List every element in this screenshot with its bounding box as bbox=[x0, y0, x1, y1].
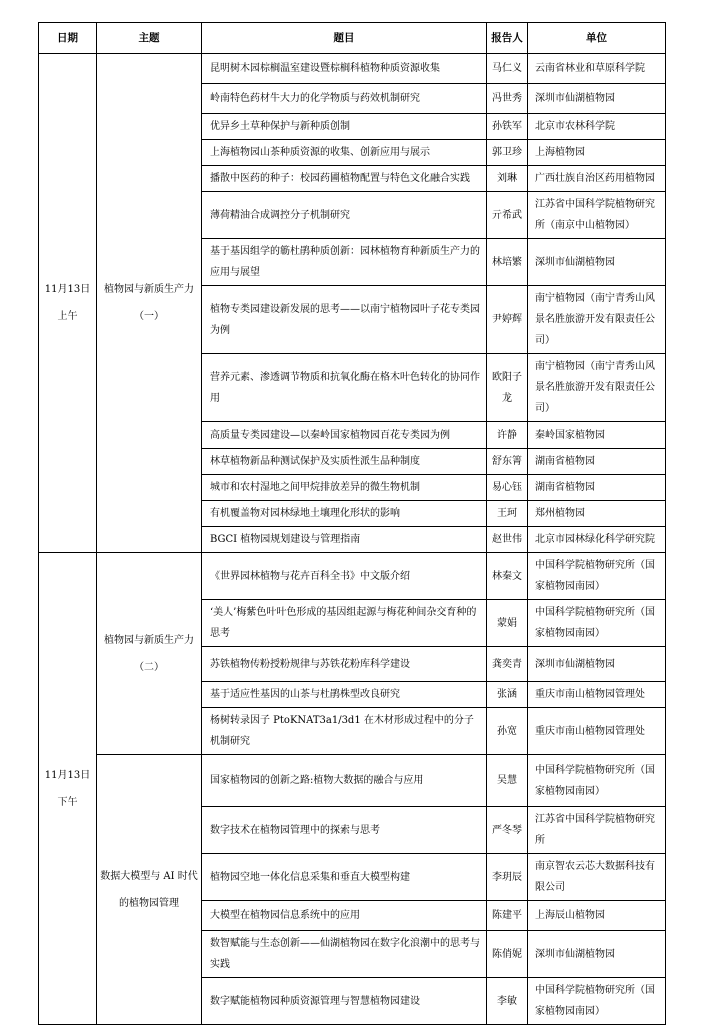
speaker-cell: 易心钰 bbox=[487, 475, 528, 501]
organization-cell: 北京市农林科学院 bbox=[528, 114, 666, 140]
table-header-row bbox=[39, 23, 666, 54]
talk-title-cell: 昆明树木园棕榈温室建设暨棕榈科植物种质资源收集 bbox=[202, 54, 487, 84]
talk-title-cell: 优异乡土草种保护与新种质创制 bbox=[202, 114, 487, 140]
organization-cell: 上海植物园 bbox=[528, 140, 666, 166]
theme-cell bbox=[97, 54, 202, 553]
agenda-table bbox=[38, 22, 666, 1025]
talk-title-cell: 有机覆盖物对园林绿地土壤理化形状的影响 bbox=[202, 501, 487, 527]
speaker-cell: 陈建平 bbox=[487, 901, 528, 931]
theme-cell bbox=[97, 553, 202, 755]
theme-cell bbox=[97, 755, 202, 1025]
speaker-cell: 尹婷辉 bbox=[487, 286, 528, 354]
speaker-cell: 舒东箐 bbox=[487, 449, 528, 475]
organization-cell: 郑州植物园 bbox=[528, 501, 666, 527]
date-line: 11月13日 bbox=[44, 284, 91, 295]
talk-title-cell: 《世界园林植物与花卉百科全书》中文版介绍 bbox=[202, 553, 487, 600]
organization-cell: 湖南省植物园 bbox=[528, 475, 666, 501]
talk-title-cell: 杨树转录因子 PtoKNAT3a1/3d1 在木材形成过程中的分子机制研究 bbox=[202, 708, 487, 755]
talk-title-cell: 植物专类园建设新发展的思考——以南宁植物园叶子花专类园为例 bbox=[202, 286, 487, 354]
organization-cell: 秦岭国家植物园 bbox=[528, 422, 666, 449]
speaker-cell: 马仁义 bbox=[487, 54, 528, 84]
organization-cell: 中国科学院植物研究所（国家植物园南园） bbox=[528, 978, 666, 1025]
organization-cell: 中国科学院植物研究所（国家植物园南园） bbox=[528, 755, 666, 807]
theme-line: 数据大模型与 AI 时代 bbox=[100, 870, 198, 882]
speaker-cell: 赵世伟 bbox=[487, 527, 528, 553]
talk-title-cell: 数字赋能植物园种质资源管理与智慧植物园建设 bbox=[202, 978, 487, 1025]
agenda-row bbox=[39, 755, 666, 807]
header-date: 日期 bbox=[39, 23, 97, 54]
organization-cell: 云南省林业和草原科学院 bbox=[528, 54, 666, 84]
talk-title-cell: 城市和农村湿地之间甲烷排放差异的微生物机制 bbox=[202, 475, 487, 501]
talk-title-cell: 数智赋能与生态创新——仙湖植物园在数字化浪潮中的思考与实践 bbox=[202, 931, 487, 978]
speaker-cell: 郭卫珍 bbox=[487, 140, 528, 166]
organization-cell: 深圳市仙湖植物园 bbox=[528, 239, 666, 286]
talk-title-cell: BGCI 植物园规划建设与管理指南 bbox=[202, 527, 487, 553]
date-cell bbox=[39, 553, 97, 1025]
speaker-cell: 蒙娟 bbox=[487, 600, 528, 647]
speaker-cell: 王珂 bbox=[487, 501, 528, 527]
talk-title-cell: 苏铁植物传粉授粉规律与苏铁花粉库科学建设 bbox=[202, 647, 487, 682]
theme-line: 植物园与新质生产力 bbox=[104, 634, 194, 646]
speaker-cell: 欧阳子龙 bbox=[487, 354, 528, 422]
speaker-cell: 林秦文 bbox=[487, 553, 528, 600]
talk-title-cell: 薄荷精油合成调控分子机制研究 bbox=[202, 192, 487, 239]
header-speaker: 报告人 bbox=[487, 23, 528, 54]
date-cell bbox=[39, 54, 97, 553]
date-line: 上午 bbox=[57, 311, 78, 322]
agenda-row bbox=[39, 553, 666, 600]
talk-title-cell: 基于适应性基因的山茶与杜鹃株型改良研究 bbox=[202, 682, 487, 708]
speaker-cell: 吴慧 bbox=[487, 755, 528, 807]
talk-title-cell: 基于基因组学的簕杜鹃种质创新：园林植物育种新质生产力的应用与展望 bbox=[202, 239, 487, 286]
speaker-cell: 刘琳 bbox=[487, 166, 528, 192]
speaker-cell: 李玥辰 bbox=[487, 854, 528, 901]
organization-cell: 上海辰山植物园 bbox=[528, 901, 666, 931]
talk-title-cell: 高质量专类园建设—以秦岭国家植物园百花专类园为例 bbox=[202, 422, 487, 449]
talk-title-cell: 植物园空地一体化信息采集和垂直大模型构建 bbox=[202, 854, 487, 901]
organization-cell: 湖南省植物园 bbox=[528, 449, 666, 475]
talk-title-cell: 岭南特色药材牛大力的化学物质与药效机制研究 bbox=[202, 84, 487, 114]
speaker-cell: 亓希武 bbox=[487, 192, 528, 239]
talk-title-cell: 大模型在植物园信息系统中的应用 bbox=[202, 901, 487, 931]
organization-cell: 广西壮族自治区药用植物园 bbox=[528, 166, 666, 192]
speaker-cell: 孙宽 bbox=[487, 708, 528, 755]
speaker-cell: 冯世秀 bbox=[487, 84, 528, 114]
talk-title-cell: 数字技术在植物园管理中的探索与思考 bbox=[202, 807, 487, 854]
talk-title-cell: 营养元素、渗透调节物质和抗氧化酶在格木叶色转化的协同作用 bbox=[202, 354, 487, 422]
organization-cell: 南京智农云芯大数据科技有限公司 bbox=[528, 854, 666, 901]
talk-title-cell: 上海植物园山茶种质资源的收集、创新应用与展示 bbox=[202, 140, 487, 166]
header-org: 单位 bbox=[528, 23, 666, 54]
talk-title-cell: 林草植物新品种测试保护及实质性派生品种制度 bbox=[202, 449, 487, 475]
speaker-cell: 严冬琴 bbox=[487, 807, 528, 854]
header-title: 题目 bbox=[202, 23, 487, 54]
theme-line: （一） bbox=[134, 311, 164, 322]
theme-line: 植物园与新质生产力 bbox=[104, 284, 194, 295]
agenda-table-body bbox=[39, 54, 666, 1025]
speaker-cell: 陈俏妮 bbox=[487, 931, 528, 978]
organization-cell: 中国科学院植物研究所（国家植物园南园） bbox=[528, 600, 666, 647]
speaker-cell: 林培繁 bbox=[487, 239, 528, 286]
organization-cell: 南宁植物园（南宁青秀山风景名胜旅游开发有限责任公司） bbox=[528, 354, 666, 422]
talk-title-cell: ‘美人’梅紫色叶叶色形成的基因组起源与梅花种间杂交育种的思考 bbox=[202, 600, 487, 647]
organization-cell: 江苏省中国科学院植物研究所 bbox=[528, 807, 666, 854]
organization-cell: 北京市园林绿化科学研究院 bbox=[528, 527, 666, 553]
organization-cell: 深圳市仙湖植物园 bbox=[528, 931, 666, 978]
organization-cell: 深圳市仙湖植物园 bbox=[528, 84, 666, 114]
date-line: 下午 bbox=[57, 796, 78, 808]
speaker-cell: 孙铁军 bbox=[487, 114, 528, 140]
speaker-cell: 张涵 bbox=[487, 682, 528, 708]
organization-cell: 江苏省中国科学院植物研究所（南京中山植物园） bbox=[528, 192, 666, 239]
organization-cell: 重庆市南山植物园管理处 bbox=[528, 708, 666, 755]
organization-cell: 南宁植物园（南宁青秀山风景名胜旅游开发有限责任公司） bbox=[528, 286, 666, 354]
speaker-cell: 李敏 bbox=[487, 978, 528, 1025]
organization-cell: 深圳市仙湖植物园 bbox=[528, 647, 666, 682]
theme-line: （二） bbox=[134, 661, 164, 673]
talk-title-cell: 国家植物园的创新之路:植物大数据的融合与应用 bbox=[202, 755, 487, 807]
organization-cell: 重庆市南山植物园管理处 bbox=[528, 682, 666, 708]
theme-line: 的植物园管理 bbox=[119, 897, 179, 909]
header-theme: 主题 bbox=[97, 23, 202, 54]
organization-cell: 中国科学院植物研究所（国家植物园南园） bbox=[528, 553, 666, 600]
speaker-cell: 许静 bbox=[487, 422, 528, 449]
talk-title-cell: 播散中医药的种子：校园药圃植物配置与特色文化融合实践 bbox=[202, 166, 487, 192]
speaker-cell: 龚奕青 bbox=[487, 647, 528, 682]
date-line: 11月13日 bbox=[44, 769, 91, 781]
agenda-row bbox=[39, 54, 666, 84]
